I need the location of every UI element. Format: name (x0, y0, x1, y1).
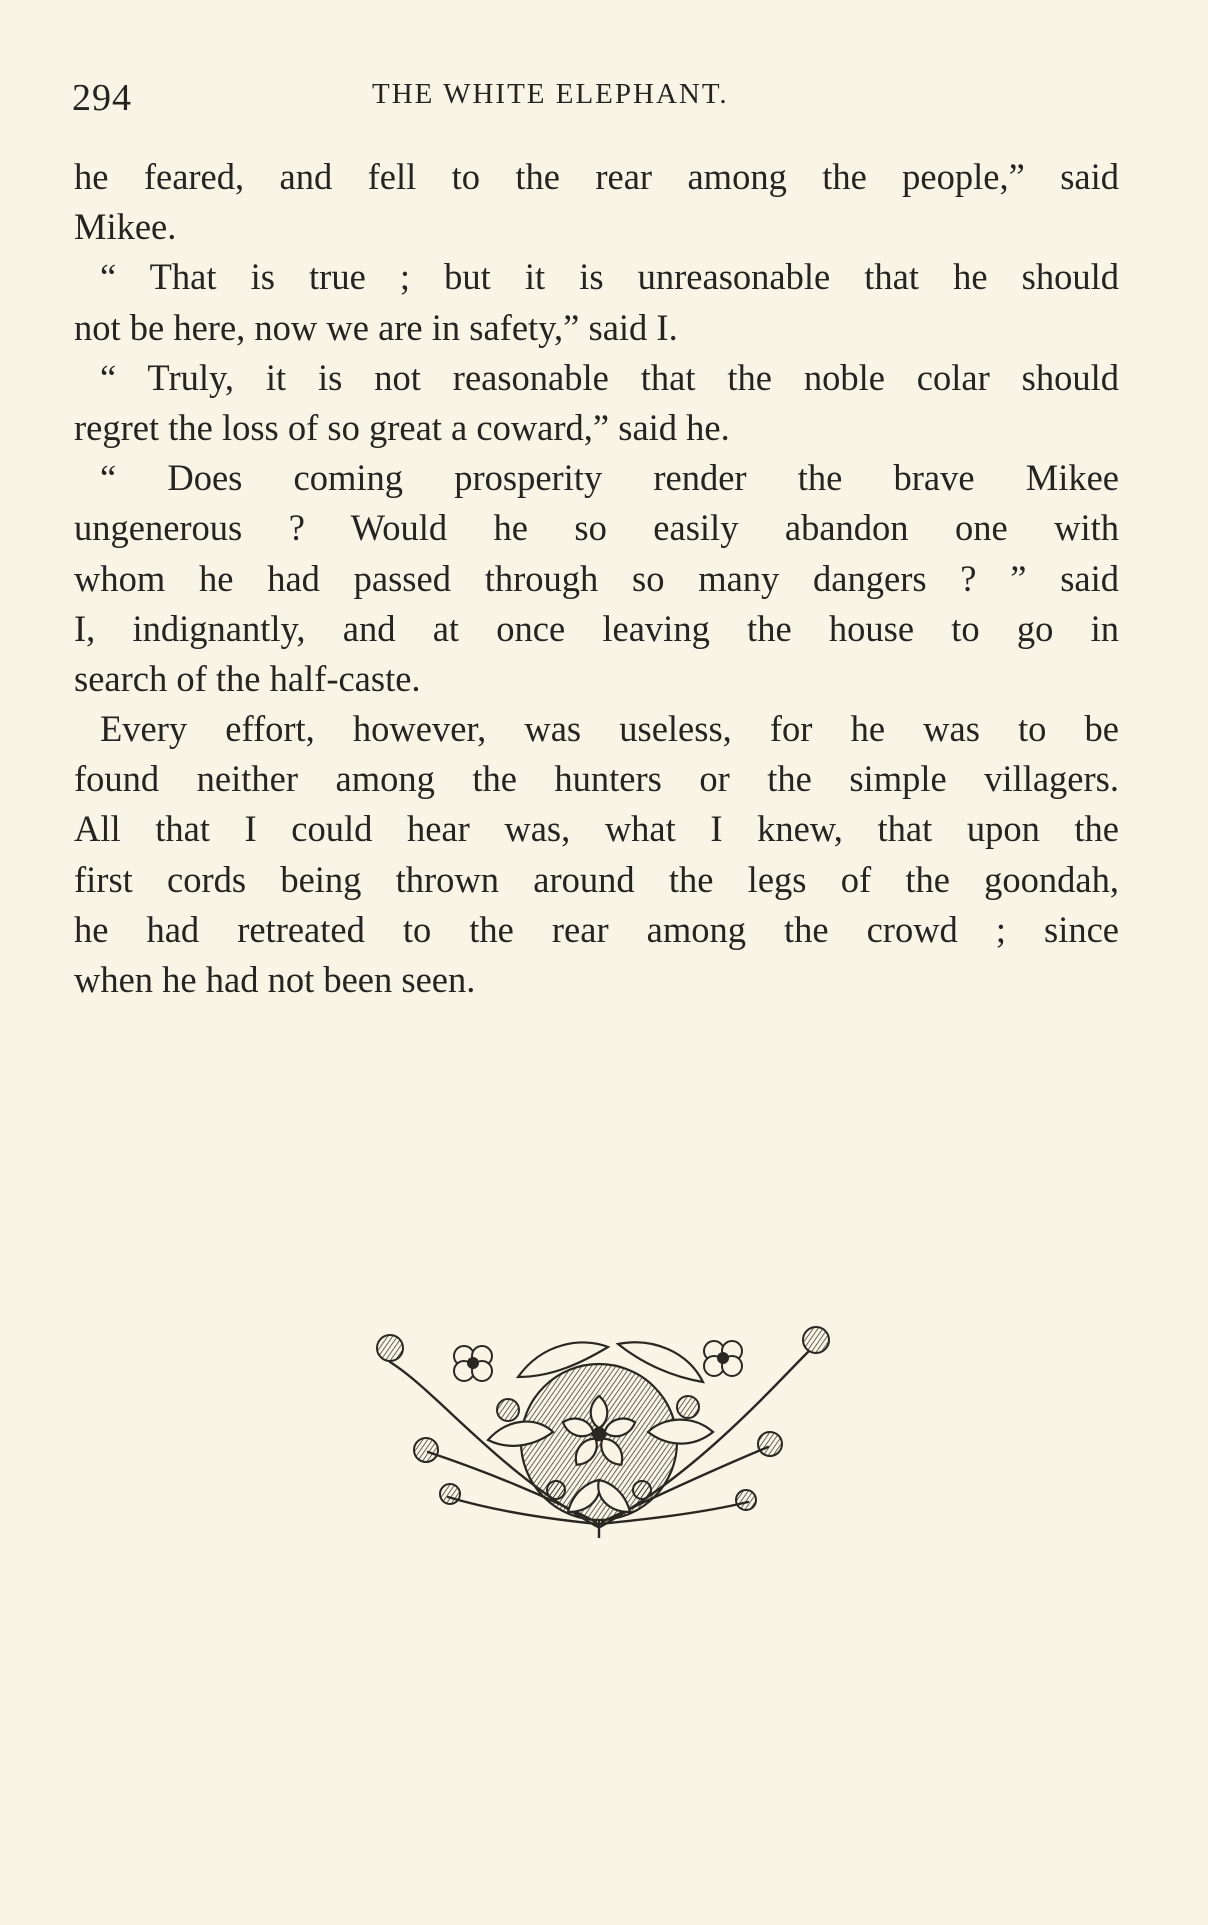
text-line: “ Truly, it is not reasonable that the noble colar should (100, 356, 1119, 398)
text-line: Mikee. (74, 206, 177, 248)
text-line: “ Does coming prosperity render the brave Mikee (100, 457, 1119, 499)
text-line: regret the loss of so great a coward,” said he. (74, 406, 730, 448)
text-line: found neither among the hunters or the simple villagers. (74, 758, 1119, 800)
running-head (72, 72, 1117, 119)
text-line: he feared, and fell to the rear among the people,” said (74, 156, 1119, 197)
text-line: ungenerous ? Would he so easily abandon one with (74, 507, 1119, 549)
text-line: Every effort, however, was useless, for he was to be (100, 708, 1119, 750)
text-line: I, indignantly, and at once leaving the house to go in (74, 607, 1119, 649)
text-line: when he had not been seen. (74, 959, 476, 1000)
text-line: he had retreated to the rear among the crowd ; since (74, 908, 1119, 950)
text-line: not be here, now we are in safety,” said I. (74, 306, 678, 348)
text-line: whom he had passed through so many dangers ? ” said (74, 557, 1119, 599)
text-line: “ That is true ; but it is unreasonable that he should (100, 256, 1119, 298)
text-line: search of the half-caste. (74, 657, 421, 699)
floral-tailpiece-icon (368, 1322, 830, 1538)
page-number: 294 (72, 77, 132, 119)
body-text (74, 152, 1119, 1005)
running-title: THE WHITE ELEPHANT. (372, 78, 729, 110)
text-line: first cords being thrown around the legs of the goondah, (74, 858, 1119, 900)
text-line: All that I could hear was, what I knew, that upon the (74, 808, 1119, 850)
